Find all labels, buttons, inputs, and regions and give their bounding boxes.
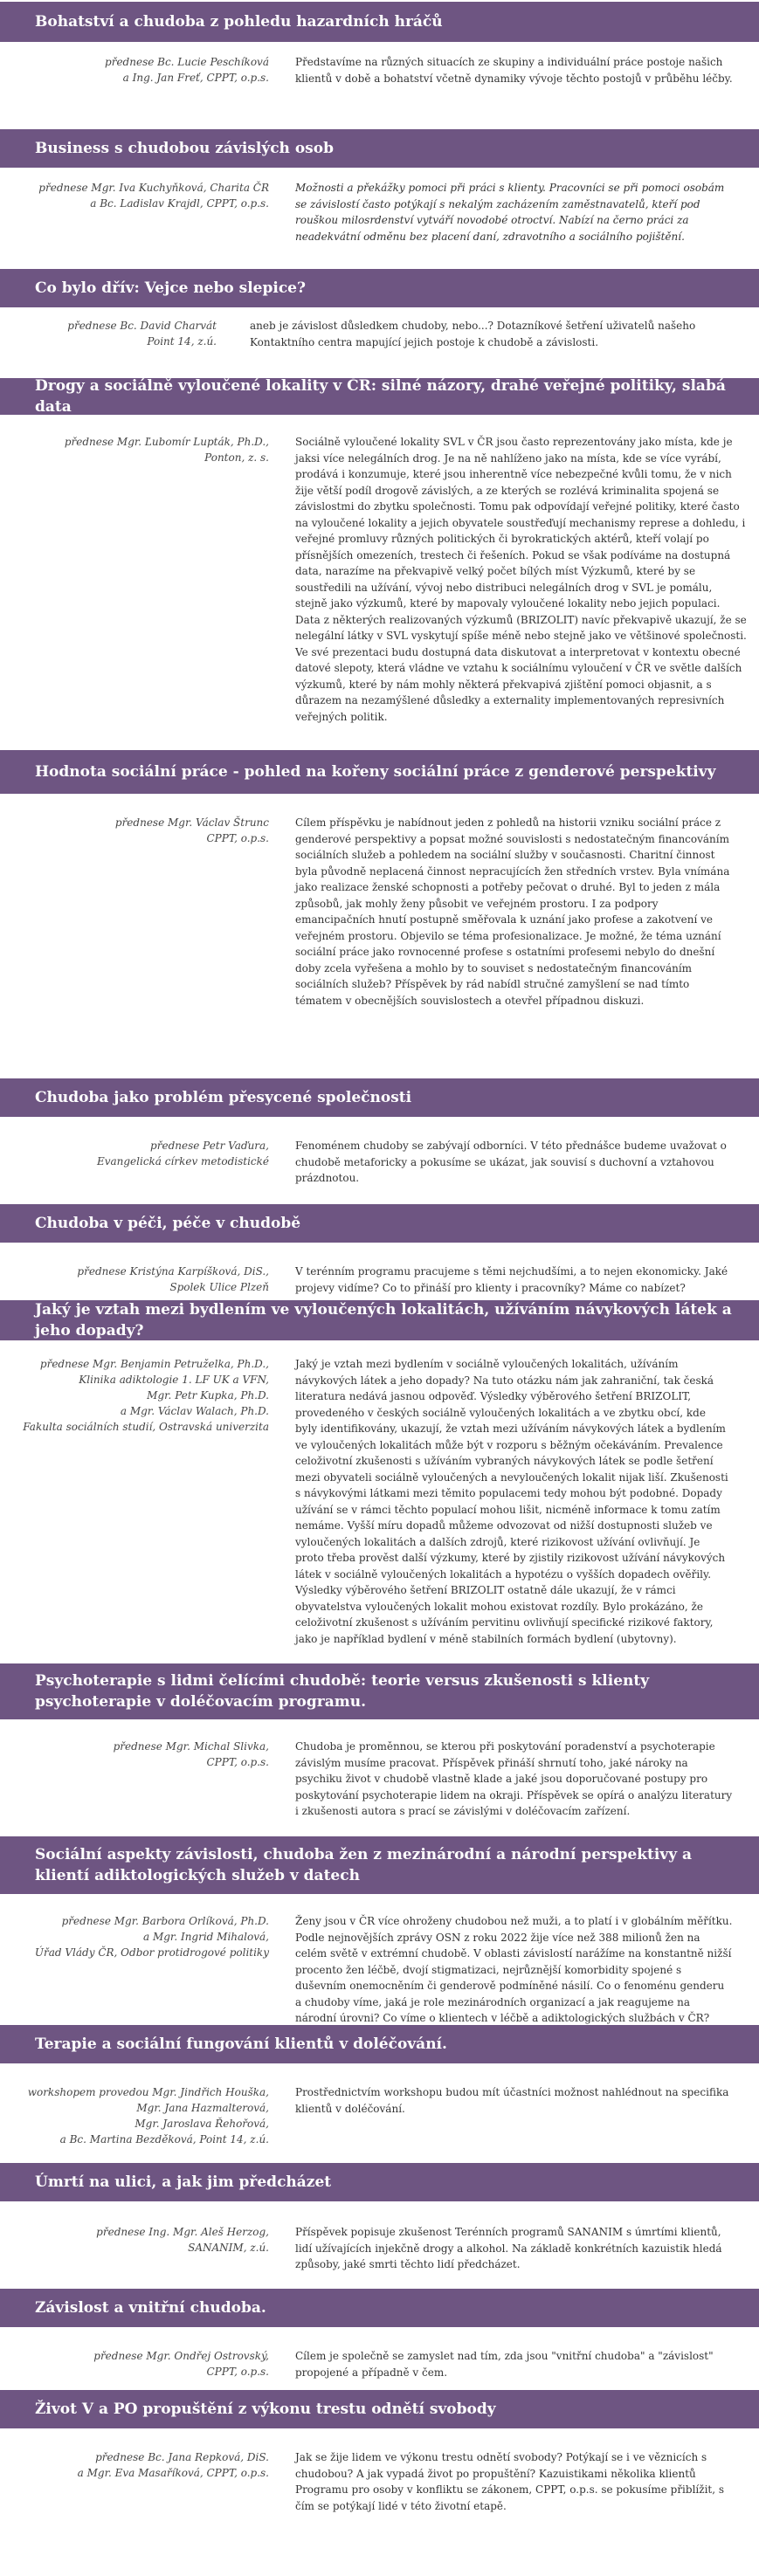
speaker: [0, 815, 279, 1078]
abstract: V terénním programu pracujeme s těmi nejchudšími, a to nejen ekonomicky. Jaké projevy vidíme? Co to přináší pro klienty i pracovníky? Máme co nabízet?: [295, 1265, 728, 1294]
abstract: Cílem je společně se zamyslet nad tím, zda jsou "vnitřní chudoba" a "závislost" propojené a případně v čem.: [295, 2350, 714, 2379]
program-section: [0, 269, 759, 378]
abstract: Možnosti a překážky pomoci při práci s klienty. Pracovníci se při pomoci osobám se závislostí často potýkají s nekalým zacházením zaměstnavatelů, kteří pod rouškou milosrdenství vytváří novodobé otroctví. Nabízí na černo práci za neadekvátní odměnu bez placení daní, zdravotního a sociálního pojištění.: [295, 182, 725, 243]
speaker: [0, 2084, 279, 2163]
speaker: [0, 434, 279, 750]
abstract: Jaký je vztah mezi bydlením v sociálně vyloučených lokalitách, užíváním návykových látek a jeho dopady? Na tuto otázku nám jak zahraniční, tak česká literatura nedává jasnou odpověď. Výsledky výběrového šetření BRIZOLIT, provedeného v českých sociálně vyloučených lokalitách a ve zbytku obcí, kde byly identifikovány, ukazují, že vztah mezi užíváním návykových látek a bydlením ve vyloučených lokalitách může být v rozporu s běžným očekáváním. Prevalence celoživotní zkušenosti s užíváním vybraných návykových látek se podle šetření mezi obyvateli sociálně vyloučených a nevyloučených lokalit nijak liší. Zkušenosti s návykovými látkami mezi těmito populacemi tedy mohou být podobné. Dopady užívání se v rámci těchto populací mohou lišit, nicméně informace k tomu zatím nemáme. Vyšší míru dopadů můžeme odvozovat od nižší dostupnosti služeb ve vyloučených lokalitách a dalších zdrojů, které rizikovost užívání ovlivňují. Je proto třeba prověst další výzkumy, které by zjistily rizikovost užívání návykových látek v sociálně vyloučených lokalitách a hypotézu o vyšších dopadech ověřily. Výsledky výběrového šetření BRIZOLIT ostatně dále ukazují, že v rámci obyvatelstva vyloučených lokalit mohou existovat rozdíly. Bylo prokázáno, že celoživotní zkušenost s užíváním pervitinu ovlivňují specifické rizikové faktory, jako je například bydlení v méně stabilních formách bydlení (ubytovny).: [295, 1358, 728, 1645]
speaker-line: přednese Mgr. Václav Štrunc: [114, 816, 269, 829]
program-page: [0, 2, 759, 2512]
speaker: [0, 54, 279, 129]
section-title-banner: [0, 269, 759, 307]
speaker-line: Mgr. Petr Kupka, Ph.D.: [147, 1389, 269, 1402]
speaker: [0, 1739, 279, 1836]
speaker: [0, 1356, 279, 1663]
program-section: [0, 2, 759, 129]
program-section: [0, 129, 759, 269]
section-title: Bohatství a chudoba z pohledu hazardních hráčů: [35, 13, 443, 31]
section-title-banner: [0, 2, 759, 42]
speaker-line: přednese Mgr. Michal Slivka,: [113, 1740, 269, 1753]
program-section: [0, 1300, 759, 1663]
abstract: Ženy jsou v ČR více ohroženy chudobou než muži, a to platí i v globálním měřítku. Podle nejnovějších zprávy OSN z roku 2022 žije více než 388 milionů žen na celém světě v extrémní chudobě. V oblasti závislostí narážíme na konstantně nižší procento žen léčbě, dvojí stigmatizaci, nejrůznější komorbidity spojené s duševním onemocněním či genderově podmíněné násilí. Co o fenoménu genderu a chudoby víme, jaká je role mezinárodních organizací a jak reagujeme na národní úrovni? Co víme o klientech v léčbě a adiktologických službách v ČR?: [295, 1915, 733, 2024]
section-title: Závislost a vnitřní chudoba.: [35, 2299, 266, 2317]
section-title-banner: [0, 1300, 759, 1340]
speaker: [0, 1264, 279, 1300]
section-title-banner: [0, 1663, 759, 1719]
speaker-line: a Mgr. Václav Walach, Ph.D.: [120, 1405, 269, 1417]
section-title-banner: [0, 2163, 759, 2201]
speaker-line: Spolek Ulice Plzeň: [169, 1281, 269, 1293]
speaker-line: přednese Petr Vaďura,: [150, 1140, 269, 1152]
speaker-line: Evangelická církev metodistické: [96, 1155, 269, 1167]
section-title: Terapie a sociální fungování klientů v doléčování.: [35, 2035, 447, 2053]
speaker: [0, 318, 227, 378]
program-section: [0, 378, 759, 750]
speaker-line: přednese Bc. Lucie Peschíková: [105, 56, 269, 68]
section-title: Sociální aspekty závislosti, chudoba žen z mezinárodní a národní perspektivy a klientí adiktologických služeb v datech: [35, 1846, 693, 1884]
section-title: Hodnota sociální práce - pohled na kořeny sociální práce z genderové perspektivy: [35, 763, 716, 781]
section-title-banner: [0, 378, 759, 415]
program-section: [0, 750, 759, 1078]
abstract: Sociálně vyloučené lokality SVL v ČR jsou často reprezentovány jako místa, kde je jaksi více nelegálních drog. Je na ně nahlíženo jako na místa, kde se více vyrábí, prodává i konzumuje, které jsou inherentně více nebezpečné kvůli tomu, že v nich žije větší podíl drogově závislých, a ze kterých se rozlévá kriminalita spojená se závislostmi do zbytku společnosti. Tomu pak odpovídají veřejné politiky, které často na vyloučené lokality a jejich obyvatele soustřeďují mechanismy represe a dohledu, i veřejné promluvy různých politických či byrokratických aktérů, kteří volají po přísnějších omezeních, trestech či řešeních. Pokud se však podíváme na dostupná data, narazíme na překvapivě velký počet bílých míst Výzkumů, které by se soustředili na užívání, vývoj nebo distribuci nelegálních drog v SVL je pomálu, stejně jako výzkumů, které by mapovaly vyloučené lokality nebo jejich populaci. Data z některých realizovaných výzkumů (BRIZOLIT) navíc překvapivě ukazují, že se nelegální látky v SVL vyskytují spíše méně nebo stejně jako ve většinové společnosti. Ve své prezentaci budu dostupná data diskutovat a interpretovat v kontextu obecné datové slepoty, která vládne ve vztahu k sociálnímu vyloučení v ČR ve světle dalších výzkumů, které by nám mohly některá překvapivá zjištění pomoci objasnit, a s důrazem na nezamýšlené důsledky a externality implementovaných represivních veřejných politik.: [295, 436, 747, 723]
speaker-line: workshopem provedou Mgr. Jindřich Houška,: [27, 2086, 269, 2098]
abstract: Cílem příspěvku je nabídnout jeden z pohledů na historii vzniku sociální práce z genderové perspektivy a popsat možné souvislosti s nedostatečným financováním sociálních služeb a pohledem na sociální služby v současnosti. Charitní činnost byla původně neplacená činnost nepracujících žen středních vrstev. Byla vnímána jako realizace ženské schopnosti a potřeby pečovat o druhé. Byl to jeden z mála způsobů, jak mohly ženy působit ve veřejném prostoru. I za podpory emancipačních hnutí postupně směřovala k uznání jako profese a zakotvení ve veřejném prostoru. Objevilo se téma profesionalizace. Je možné, že téma uznání sociální práce jako rovnocenné profese s ostatními profesemi nebylo do dnešní doby zcela vyřešena a mohlo by to souviset s nedostatečným financováním sociálních služeb? Příspěvek by rád nabídl stručné zamyšlení se nad tímto tématem v obecnějších souvislostech a otevřel případnou diskuzi.: [295, 816, 730, 1007]
speaker-line: CPPT, o.p.s.: [206, 1756, 269, 1768]
abstract: Jak se žije lidem ve výkonu trestu odnětí svobody? Potýkají se i ve věznicích s chudobou? A jak vypadá život po propuštění? Kazuistikami několika klientů Programu pro osoby v konfliktu se zákonem, CPPT, o.p.s. se pokusíme přiblížit, s čím se potýkají lidé v této životní etapě.: [295, 2451, 725, 2512]
program-section: [0, 1204, 759, 1300]
speaker: [0, 180, 279, 269]
speaker-line: SANANIM, z.ú.: [188, 2242, 269, 2254]
section-title: Psychoterapie s lidmi čelícími chudobě: teorie versus zkušenosti s klienty psychoterapie v doléčovacím programu.: [35, 1672, 650, 1711]
speaker-line: přednese Mgr. Iva Kuchyňková, Charita ČR: [38, 182, 269, 194]
speaker: [0, 2348, 279, 2390]
speaker-line: a Mgr. Eva Masaříková, CPPT, o.p.s.: [77, 2467, 269, 2479]
speaker-line: Mgr. Jaroslava Řehořová,: [135, 2118, 269, 2130]
section-title-banner: [0, 1078, 759, 1117]
speaker-line: Klinika adiktologie 1. LF UK a VFN,: [79, 1374, 269, 1386]
program-section: [0, 2025, 759, 2163]
section-title: Chudoba jako problém přesycené společnosti: [35, 1089, 412, 1106]
speaker: [0, 1138, 279, 1204]
program-section: [0, 1078, 759, 1204]
speaker: [0, 2449, 279, 2512]
abstract: Fenoménem chudoby se zabývají odborníci. V této přednášce budeme uvažovat o chudobě metaforicky a pokusíme se ukázat, jak souvisí s duchovní a vztahovou prázdnotou.: [295, 1140, 727, 1184]
section-title-banner: [0, 129, 759, 168]
speaker-line: přednese Ing. Mgr. Aleš Herzog,: [96, 2226, 269, 2238]
section-title-banner: [0, 1836, 759, 1894]
speaker-line: Point 14, z.ú.: [147, 335, 217, 348]
abstract: Představíme na různých situacích ze skupiny a individuální práce postoje našich klientů v době a bohatství včetně dynamiky vývoje těchto postojů v průběhu léčby.: [295, 56, 733, 85]
speaker-line: Fakulta sociálních studií, Ostravská univerzita: [23, 1421, 269, 1433]
program-section: [0, 1663, 759, 1836]
speaker-line: přednese Mgr. Ľubomír Lupták, Ph.D.,: [64, 436, 269, 448]
section-title: Život V a PO propuštění z výkonu trestu odnětí svobody: [35, 2400, 496, 2418]
section-title-banner: [0, 2390, 759, 2428]
speaker: [0, 1913, 279, 2025]
abstract: Chudoba je proměnnou, se kterou při poskytování poradenství a psychoterapie závislým musíme pracovat. Příspěvek přináší shrnutí toho, jaké nároky na psychiku život v chudobě vlastně klade a jaké jsou doporučované postupy pro poskytování psychoterapie lidem na okraji. Příspěvek se opírá o analýzu literatury i zkušenosti autora s prací se závislými v doléčovacím zařízení.: [295, 1740, 733, 1817]
section-title: Co bylo dřív: Vejce nebo slepice?: [35, 279, 306, 297]
speaker-line: Ponton, z. s.: [204, 451, 269, 464]
speaker-line: a Bc. Ladislav Krajdl, CPPT, o.p.s.: [90, 197, 269, 210]
section-title: Chudoba v péči, péče v chudobě: [35, 1215, 301, 1232]
program-section: [0, 2390, 759, 2512]
speaker-line: a Mgr. Ingrid Mihalová,: [142, 1931, 269, 1943]
abstract: aneb je závislost důsledkem chudoby, nebo...? Dotazníkové šetření uživatelů našeho Kontaktního centra mapující jejich postoje k chudobě a závislosti.: [250, 320, 696, 348]
speaker-line: CPPT, o.p.s.: [206, 2366, 269, 2378]
section-title: Úmrtí na ulici, a jak jim předcházet: [35, 2173, 332, 2191]
speaker-line: CPPT, o.p.s.: [206, 832, 269, 844]
section-title-banner: [0, 750, 759, 794]
speaker-line: přednese Bc. Jana Repková, DiS.: [95, 2451, 269, 2463]
section-title: Business s chudobou závislých osob: [35, 140, 334, 157]
section-title-banner: [0, 2025, 759, 2063]
program-section: [0, 2163, 759, 2289]
speaker-line: Úřad Vlády ČR, Odbor protidrogové politiky: [34, 1946, 269, 1959]
section-title: Jaký je vztah mezi bydlením ve vyloučených lokalitách, užíváním návykových látek a jeho dopady?: [35, 1301, 732, 1340]
speaker-line: přednese Mgr. Barbora Orlíková, Ph.D.: [61, 1915, 269, 1927]
section-title-banner: [0, 2289, 759, 2327]
speaker: [0, 2224, 279, 2289]
section-title-banner: [0, 1204, 759, 1243]
abstract: Prostřednictvím workshopu budou mít účastníci možnost nahlédnout na specifika klientů v doléčování.: [295, 2086, 729, 2115]
program-section: [0, 2289, 759, 2390]
speaker-line: a Ing. Jan Freť, CPPT, o.p.s.: [122, 72, 269, 84]
speaker-line: přednese Kristýna Karpíšková, DiS.,: [77, 1265, 269, 1278]
abstract: Příspěvek popisuje zkušenost Terénních programů SANANIM s úmrtími klientů, lidí užívajících injekčně drogy a alkohol. Na základě konkrétních kazuistik hledá způsoby, jaké smrti těchto lidí předcházet.: [295, 2226, 722, 2270]
speaker-line: přednese Mgr. Ondřej Ostrovský,: [93, 2350, 269, 2362]
speaker-line: a Bc. Martina Bezděková, Point 14, z.ú.: [59, 2133, 269, 2146]
speaker-line: přednese Mgr. Benjamin Petruželka, Ph.D.,: [39, 1358, 269, 1370]
speaker-line: přednese Bc. David Charvát: [67, 320, 217, 332]
section-title: Drogy a sociálně vyloučené lokality v ČR: silné názory, drahé veřejné politiky, slabá data: [35, 377, 726, 416]
program-section: [0, 1836, 759, 2025]
speaker-line: Mgr. Jana Hazmalterová,: [136, 2102, 269, 2114]
